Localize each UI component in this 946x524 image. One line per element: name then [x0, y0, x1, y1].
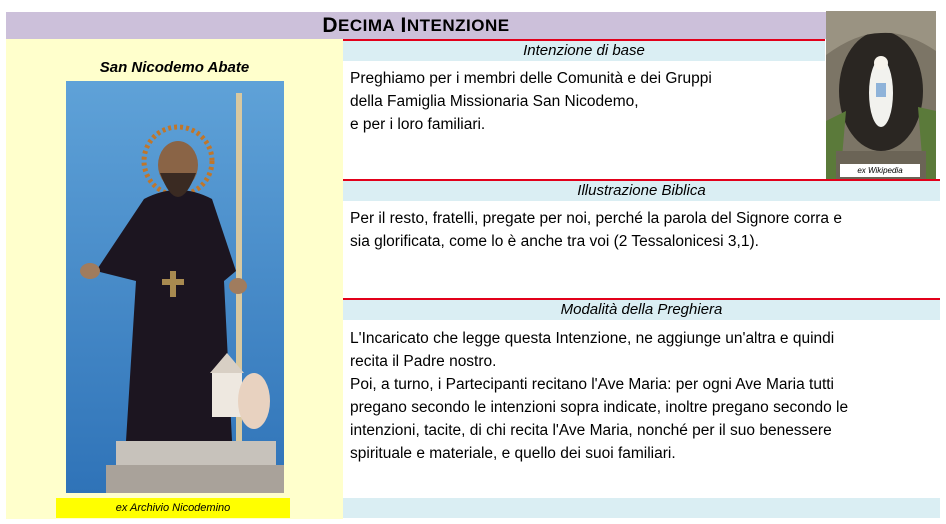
- text-line: della Famiglia Missionaria San Nicodemo,: [350, 93, 639, 110]
- saint-figure-icon: [66, 81, 284, 493]
- text-line: sia glorificata, come lo è anche tra voi (2 Tessalonicesi 3,1).: [350, 233, 759, 250]
- text-line: Preghiamo per i membri delle Comunità e dei Gruppi: [350, 70, 712, 87]
- photo-credit: ex Archivio Nicodemino: [56, 498, 290, 518]
- heading-modalita-preghiera: Modalità della Preghiera: [343, 298, 940, 320]
- text-line: L'Incaricato che legge questa Intenzione, ne aggiunge un'altra e quindi: [350, 330, 835, 347]
- saint-panel: [6, 39, 343, 519]
- saint-photo: [66, 81, 284, 493]
- text-modalita-preghiera: [350, 327, 848, 465]
- text-line: spirituale e materiale, e quello dei suoi familiari.: [350, 445, 676, 462]
- heading-illustrazione-biblica: Illustrazione Biblica: [343, 179, 940, 201]
- grotto-credit: ex Wikipedia: [840, 164, 920, 177]
- text-line: Poi, a turno, i Partecipanti recitano l'Ave Maria: per ogni Ave Maria tutti: [350, 376, 834, 393]
- grotto-madonna-icon: [826, 11, 936, 181]
- text-intenzione-di-base: [350, 67, 712, 136]
- grotto-photo: [826, 11, 936, 181]
- title-initial-2: I: [400, 13, 407, 37]
- saint-name: San Nicodemo Abate: [99, 59, 250, 76]
- text-line: recita il Padre nostro.: [350, 353, 497, 370]
- bottom-strip: [343, 498, 940, 518]
- text-line: Per il resto, fratelli, pregate per noi, perché la parola del Signore corra e: [350, 210, 842, 227]
- text-line: intenzioni, tacite, di chi recita l'Ave Maria, nonché per il suo benessere: [350, 422, 832, 439]
- text-line: pregano secondo le intenzioni sopra indicate, inoltre pregano secondo le: [350, 399, 849, 416]
- title-word-2: NTENZIONE: [406, 15, 510, 35]
- title-initial-1: D: [322, 13, 339, 37]
- text-line: e per i loro familiari.: [350, 116, 486, 133]
- text-illustrazione-biblica: [350, 207, 842, 253]
- title-word-1: ECIMA: [338, 15, 396, 35]
- heading-intenzione-di-base: Intenzione di base: [343, 39, 825, 61]
- page-title: [6, 12, 826, 39]
